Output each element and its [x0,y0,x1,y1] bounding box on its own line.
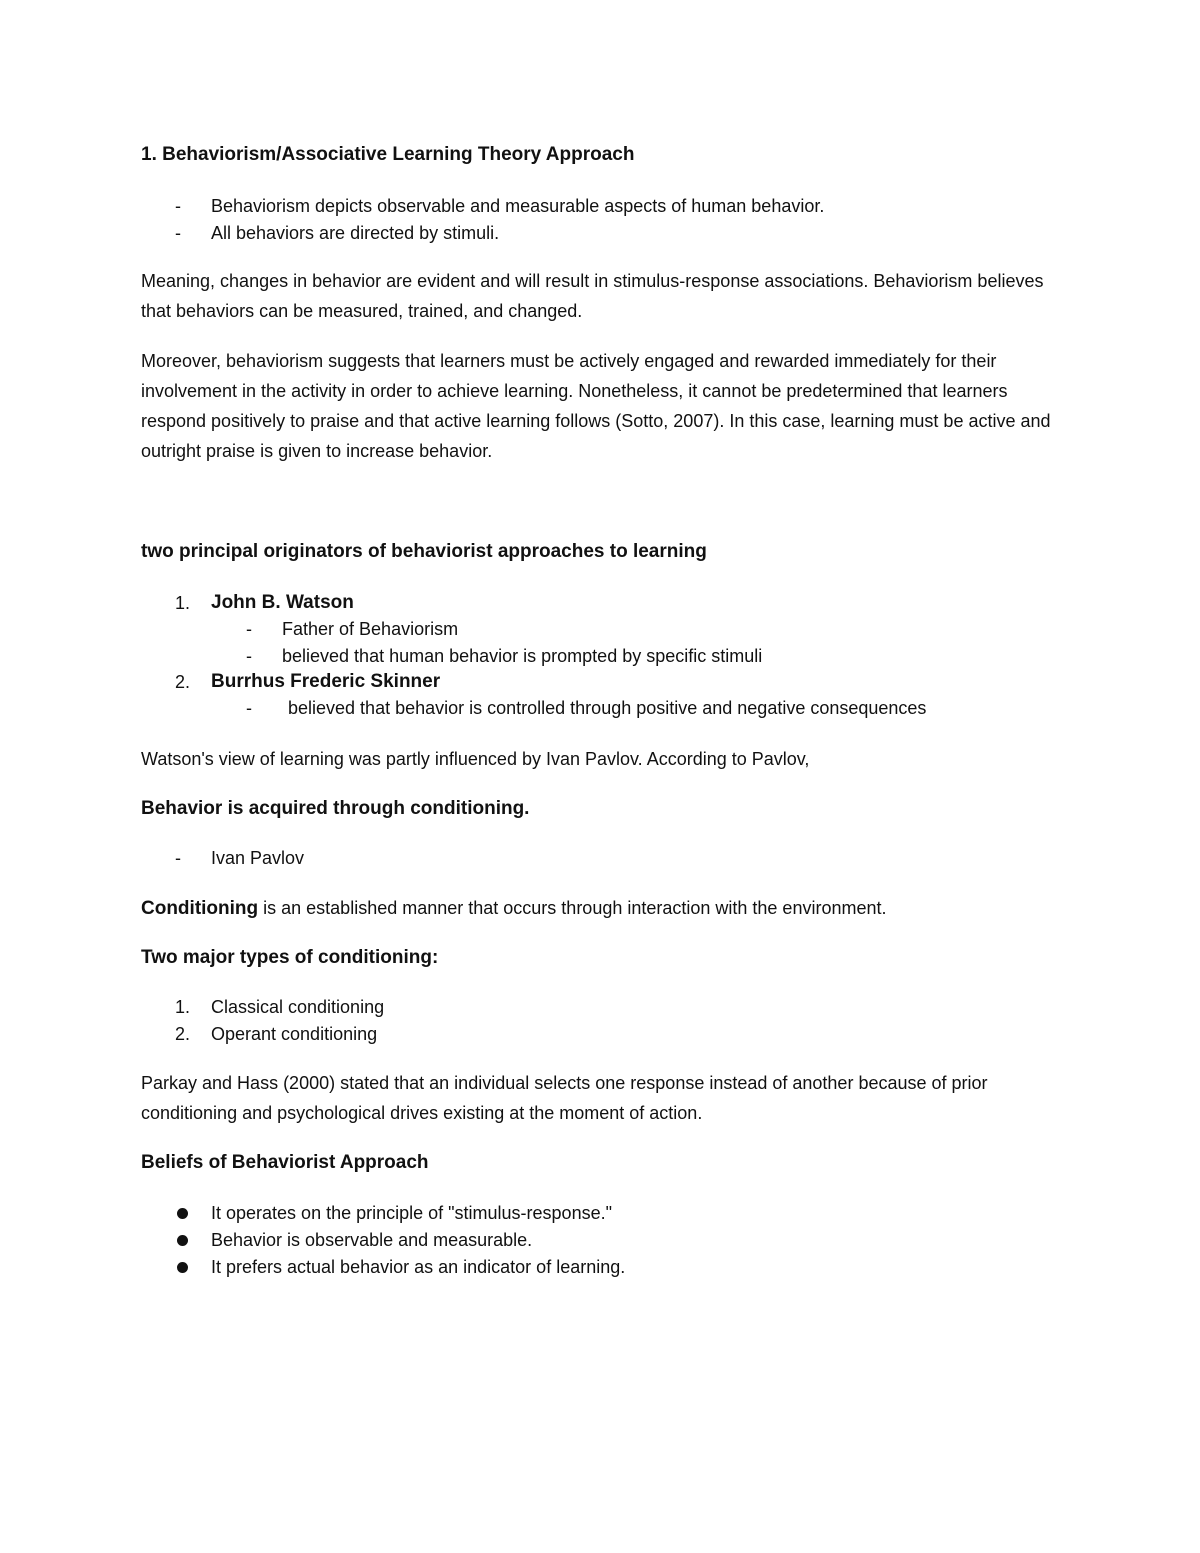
intro-bullet-2: All behaviors are directed by stimuli. [211,223,500,243]
paragraph-parkay: Parkay and Hass (2000) stated that an individual selects one response instead of another because of prior conditioning and psychological drives existing at the moment of action. [141,1073,988,1123]
list-number: 2. [175,1024,191,1044]
list-number: 1. [175,997,191,1017]
bullet-dot-icon [177,1235,188,1246]
dash-marker: - [246,646,252,666]
dash-marker: - [175,223,181,243]
heading-beliefs: Beliefs of Behaviorist Approach [141,1152,429,1173]
dash-marker: - [246,698,252,718]
watson-note-1: Father of Behaviorism [282,619,459,639]
intro-bullet-1: Behaviorism depicts observable and measurable aspects of human behavior. [211,196,825,216]
bullet-dot-icon [177,1262,188,1273]
belief-1: It operates on the principle of "stimulus-response." [211,1203,612,1223]
heading-behaviorism: 1. Behaviorism/Associative Learning Theory Approach [141,144,635,165]
paragraph-watson: Watson's view of learning was partly influenced by Ivan Pavlov. According to Pavlov, [141,749,810,769]
originator-name-watson: John B. Watson [211,592,354,613]
conditioning-term: Conditioning [141,898,259,919]
belief-3: It prefers actual behavior as an indicator of learning. [211,1257,626,1277]
originator-name-skinner: Burrhus Frederic Skinner [211,671,441,692]
bullet-dot-icon [177,1208,188,1219]
belief-2: Behavior is observable and measurable. [211,1230,533,1250]
paragraph-moreover: Moreover, behaviorism suggests that learners must be actively engaged and rewarded immediately for their involvement in the activity in order to achieve learning. Nonetheless, it cannot be predetermined that learners respond positively to praise and that active learning follows (Sotto, 2007). In this case, learning must be active and outright praise is given to increase behavior. [141,351,1051,461]
list-number: 2. [175,672,191,692]
watson-note-2: believed that human behavior is prompted by specific stimuli [282,646,763,666]
paragraph-meaning: Meaning, changes in behavior are evident and will result in stimulus-response associations. Behaviorism believes that behaviors can be measured, trained, and changed. [141,271,1044,321]
skinner-note-1: believed that behavior is controlled through positive and negative consequences [288,698,927,718]
heading-acquired: Behavior is acquired through conditioning. [141,798,530,819]
dash-marker: - [175,196,181,216]
dash-marker: - [175,848,181,868]
paragraph-conditioning [141,896,887,921]
type-operant: Operant conditioning [211,1024,378,1044]
heading-originators: two principal originators of behaviorist approaches to learning [141,541,707,562]
pavlov-bullet: Ivan Pavlov [211,848,305,868]
conditioning-definition: is an established manner that occurs through interaction with the environment. [258,898,887,918]
type-classical: Classical conditioning [211,997,385,1017]
dash-marker: - [246,619,252,639]
list-number: 1. [175,593,191,613]
heading-types: Two major types of conditioning: [141,947,439,968]
